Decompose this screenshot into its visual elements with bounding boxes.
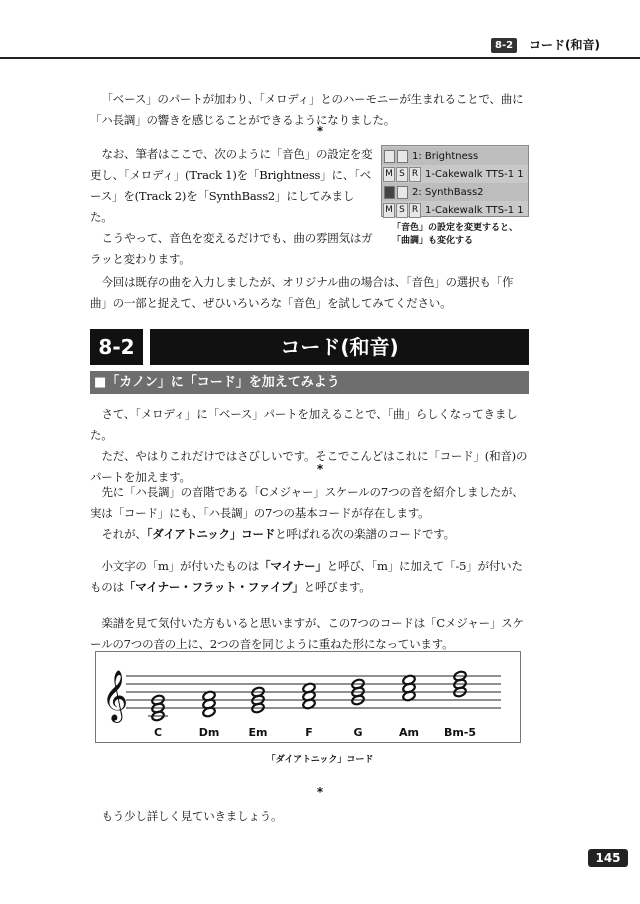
solo-button[interactable]: S bbox=[396, 167, 408, 182]
track-2-name-row bbox=[382, 183, 528, 201]
section-tag: 8-2 bbox=[491, 38, 517, 53]
chord-label: Em bbox=[248, 726, 268, 739]
header-rule bbox=[0, 57, 640, 59]
intro-paragraph-1: 「ベース」のパートが加わり、「メロディ」とのハーモニーが生まれることで、曲に「ハ長調」の響きを感じることができるようになりました。 bbox=[90, 92, 524, 127]
body-paragraph-3: 小文字の「m」が付いたものは「マイナー」と呼び、「m」に加えて「-5」が付いたものは「マイナー・フラット・ファイブ」と呼びます。 bbox=[90, 559, 523, 594]
treble-clef-icon: 𝄞 bbox=[102, 670, 129, 721]
chord-label: C bbox=[153, 726, 163, 739]
solo-button[interactable]: S bbox=[396, 203, 408, 218]
track-1-name[interactable]: 1: Brightness bbox=[412, 150, 479, 162]
separator-star: * bbox=[316, 124, 324, 138]
body-paragraph-2: 先に「ハ長調」の音階である「Cメジャー」スケールの7つの音を紹介しましたが、実は「コード」にも、「ハ長調」の7つの基本コードが存在します。 それが、「ダイアトニック」コードと呼ばれる次の楽譜のコードです。 bbox=[90, 485, 524, 541]
body-paragraph-4: 楽譜を見て気付いた方もいると思いますが、この7つのコードは「Cメジャー」スケールの7つの音の上に、2つの音を同じように重ねた形になっています。 bbox=[90, 616, 524, 651]
body-paragraph-1: さて、「メロディ」に「ベース」パートを加えることで、「曲」らしくなってきました。 ただ、やはりこれだけではさびしいです。そこでこんどはこれに「コード」(和音)のパートを加えます。 bbox=[90, 407, 528, 484]
mute-button[interactable]: M bbox=[383, 167, 395, 182]
track-1-name-row bbox=[382, 147, 528, 165]
chord-label: F bbox=[305, 726, 313, 739]
track-color-swatch bbox=[397, 186, 408, 199]
chord-label: Bm-5 bbox=[443, 726, 477, 739]
staff-svg bbox=[96, 652, 520, 742]
track-color-swatch bbox=[384, 150, 395, 163]
track-1-output[interactable]: 1-Cakewalk TTS-1 1 bbox=[425, 168, 524, 180]
track-color-swatch bbox=[384, 186, 395, 199]
page-number: 145 bbox=[588, 849, 628, 867]
tracks-panel bbox=[381, 145, 529, 217]
track-1-controls-row bbox=[382, 165, 528, 183]
original-song-paragraph: 今回は既存の曲を入力しましたが、オリジナル曲の場合は、「音色」の選択も「作曲」の一部と捉えて、ぜひいろいろな「音色」を試してみてください。 bbox=[90, 275, 514, 310]
track-color-swatch bbox=[397, 150, 408, 163]
intro-paragraph-2: なお、筆者はここで、次のように「音色」の設定を変更し、「メロディ」(Track 1)を「Brightness」に、「ベース」を(Track 2)を「SynthBass2」にしてみました。 こうやって、音色を変えるだけでも、曲の雰囲気はガラッと変わります。 bbox=[90, 147, 373, 266]
track-2-controls-row bbox=[382, 201, 528, 219]
record-button[interactable]: R bbox=[409, 203, 421, 218]
record-button[interactable]: R bbox=[409, 167, 421, 182]
track-2-output[interactable]: 1-Cakewalk TTS-1 1 bbox=[425, 204, 524, 216]
subsection-heading: ■「カノン」に「コード」を加えてみよう bbox=[90, 371, 529, 394]
tracks-panel-caption: 「音色」の設定を変更すると、 「曲調」も変化する bbox=[392, 223, 519, 246]
closing-paragraph: もう少し詳しく見ていきましょう。 bbox=[101, 809, 283, 823]
chord-label: G bbox=[353, 726, 363, 739]
section-number: 8-2 bbox=[90, 329, 143, 365]
running-header-title: コード(和音) bbox=[529, 38, 600, 52]
diatonic-chord-score bbox=[95, 651, 521, 743]
chord-label: Dm bbox=[198, 726, 220, 739]
chord-label: Am bbox=[399, 726, 419, 739]
score-caption: 「ダイアトニック」コード bbox=[266, 755, 374, 765]
section-title: コード(和音) bbox=[150, 329, 529, 365]
separator-star: * bbox=[316, 462, 324, 476]
track-2-name[interactable]: 2: SynthBass2 bbox=[412, 186, 484, 198]
mute-button[interactable]: M bbox=[383, 203, 395, 218]
separator-star: * bbox=[316, 785, 324, 799]
